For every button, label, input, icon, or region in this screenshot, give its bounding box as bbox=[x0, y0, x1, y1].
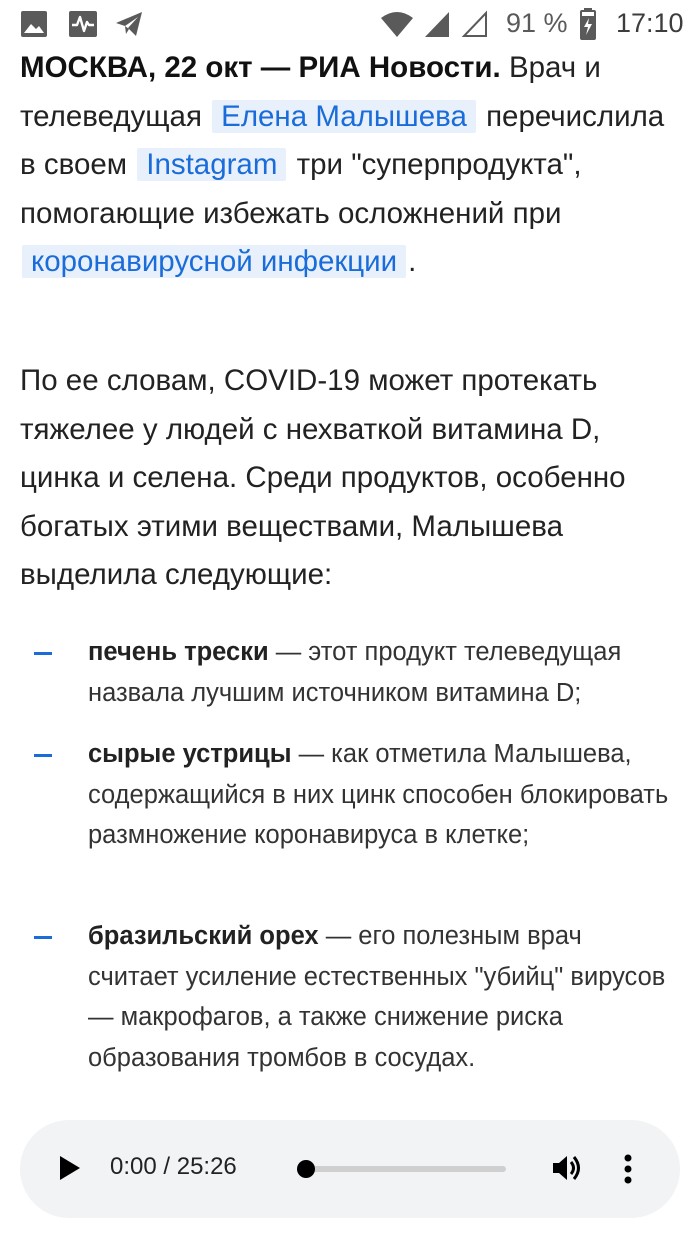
item-description: — как отметила Малышева, содержащийся в них цинк способен блокировать размножение коронавируса в клетке; bbox=[88, 740, 669, 849]
gallery-icon bbox=[20, 10, 48, 38]
list-dash-marker bbox=[34, 652, 52, 655]
paragraph-text: перечислила в своем bbox=[20, 99, 665, 182]
item-description: — его полезным врач считает усиление естественных "убийц" вирусов — макрофагов, а также снижение риска образования тромбов в сосудах. bbox=[88, 922, 666, 1072]
more-vert-icon[interactable] bbox=[618, 1153, 638, 1185]
volume-icon[interactable] bbox=[551, 1153, 585, 1183]
list-item-text bbox=[88, 916, 670, 1078]
seek-bar[interactable] bbox=[300, 1166, 506, 1172]
seek-thumb[interactable] bbox=[297, 1160, 315, 1178]
link-coronavirus-infection[interactable]: коронавирусной инфекции bbox=[22, 245, 406, 278]
telegram-icon bbox=[114, 10, 144, 38]
audio-player bbox=[20, 1120, 680, 1218]
item-description: — этот продукт телеведущая назвала лучшим источником витамина D; bbox=[88, 638, 622, 707]
paragraph-text: . bbox=[408, 245, 417, 279]
lead-paragraph bbox=[20, 44, 685, 287]
play-icon[interactable] bbox=[60, 1156, 80, 1180]
paragraph-text: Врач и телеведущая bbox=[20, 51, 601, 133]
wifi-icon bbox=[380, 10, 414, 38]
status-bar bbox=[0, 0, 700, 48]
signal-icon bbox=[424, 10, 450, 38]
activity-icon bbox=[68, 10, 98, 38]
status-time: 17:10 bbox=[616, 8, 684, 38]
playback-time: 0:00 / 25:26 bbox=[110, 1153, 237, 1180]
battery-percent: 91 % bbox=[506, 8, 568, 38]
list-item-text bbox=[88, 632, 670, 713]
second-paragraph: По ее словам, COVID-19 может протекать тяжелее у людей с нехваткой витамина D, цинка и селена. Среди продуктов, особенно богатых этими веществами, Малышева выделила следующие: bbox=[20, 364, 626, 592]
list-dash-marker bbox=[34, 936, 52, 939]
item-title: бразильский орех bbox=[88, 922, 319, 950]
list-item-text bbox=[88, 734, 670, 856]
dateline: МОСКВА, 22 окт — РИА Новости. bbox=[20, 51, 501, 84]
item-title: печень трески bbox=[88, 638, 269, 666]
signal-empty-icon bbox=[462, 10, 488, 38]
link-elena-malysheva[interactable]: Елена Малышева bbox=[212, 100, 476, 133]
list-dash-marker bbox=[34, 754, 52, 757]
item-title: сырые устрицы bbox=[88, 740, 292, 768]
battery-charging-icon bbox=[580, 8, 596, 40]
link-instagram[interactable]: Instagram bbox=[137, 148, 286, 181]
paragraph-text: три "суперпродукта", помогающие избежать осложнений при bbox=[20, 148, 582, 230]
